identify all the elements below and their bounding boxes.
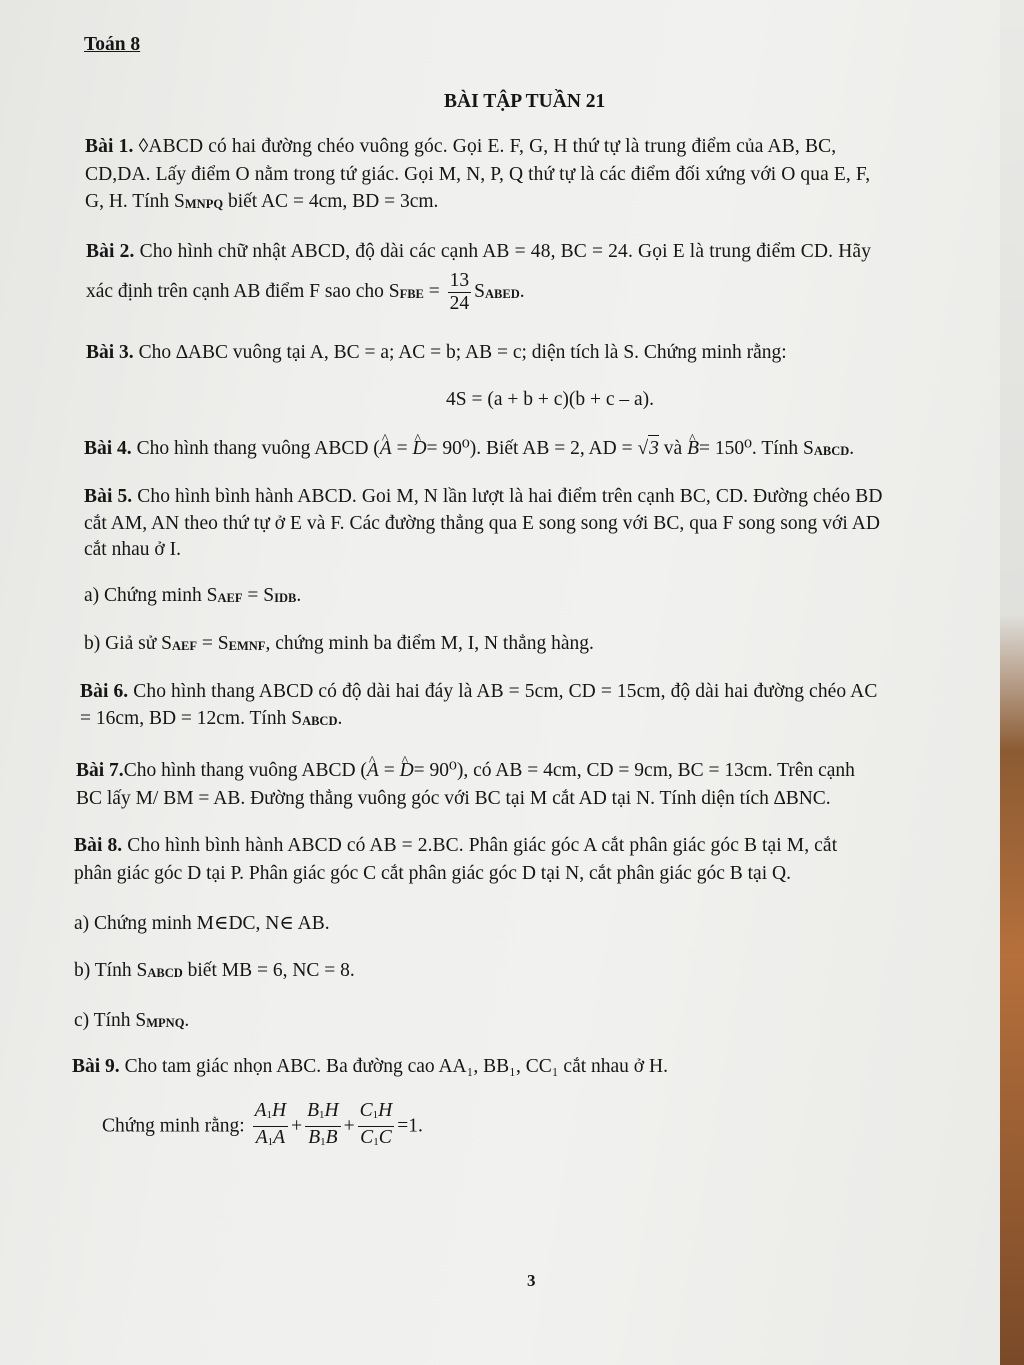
angle-d-hat: ^ D (412, 436, 426, 462)
var: C (378, 1127, 392, 1148)
var: A (273, 1127, 286, 1148)
problem-5-part-b (84, 631, 594, 659)
area-subscript: IDB (274, 591, 297, 605)
problem-2-text: Cho hình chữ nhật ABCD, độ dài các cạnh AB = 48, BC = 24. Gọi E là trung điểm CD. Hãy (139, 241, 872, 262)
problem-5-text: Cho hình bình hành ABCD. Goi M, N lần lượt là hai điểm trên cạnh BC, CD. Đường chéo BD (137, 486, 883, 507)
problem-5-line-1 (84, 484, 883, 510)
var: H (324, 1100, 339, 1121)
fraction-numerator (358, 1100, 395, 1127)
index: 1 (319, 1109, 325, 1121)
problem-1-line-3 (85, 189, 438, 217)
problem-4-text-part: và (658, 438, 688, 459)
problem-8c-text: c) Tính S (74, 1010, 147, 1031)
subject-label: Toán 8 (84, 34, 141, 55)
problem-2-label: Bài 2. (86, 241, 135, 262)
problem-9-text: Cho tam giác nhọn ABC. Ba đường cao AA₁, BB₁, CC₁ cắt nhau ở H. (124, 1056, 668, 1077)
problem-9-label: Bài 9. (72, 1056, 120, 1077)
problem-5a-text: = S (242, 585, 275, 606)
angle-a-hat: ^ A (380, 436, 392, 462)
problem-3-label: Bài 3. (86, 342, 134, 363)
page-title: BÀI TẬP TUẦN 21 (444, 91, 606, 112)
problem-1-line-1 (85, 134, 836, 160)
problem-2-text-part: S (474, 280, 485, 302)
problem-5-label: Bài 5. (84, 486, 133, 507)
angle-d-hat: ^ D (400, 758, 414, 784)
problem-3-formula: 4S = (a + b + c)(b + c – a). (446, 389, 655, 410)
problem-3-line-1 (86, 340, 787, 366)
angle-b-hat: ^ B (687, 436, 699, 462)
problem-5-line-2: cắt AM, AN theo thứ tự ở E và F. Các đường thẳng qua E song song với BC, qua F song song với AD (84, 513, 880, 534)
equals-sign: = (378, 760, 400, 781)
problem-1-label: Bài 1. (85, 136, 134, 157)
problem-6-text: Cho hình thang ABCD có độ dài hai đáy là AB = 5cm, CD = 15cm, độ dài hai đường chéo AC (133, 681, 878, 702)
problem-1-text-part: G, H. Tính S (85, 191, 185, 212)
area-subscript: ABED (485, 286, 520, 301)
problem-5-part-a (84, 583, 301, 611)
problem-7-text-part: Cho hình thang vuông ABCD ( (123, 760, 367, 781)
problem-8-line-1 (74, 833, 837, 859)
var: H (378, 1100, 393, 1121)
var: B (308, 1127, 321, 1148)
problem-5a-text: a) Chứng minh S (84, 585, 218, 606)
area-subscript: ABCD (147, 966, 183, 980)
period: . (337, 708, 343, 729)
plus-sign: + (343, 1115, 355, 1137)
var: H (272, 1100, 287, 1121)
problem-6-text-part: = 16cm, BD = 12cm. Tính S (80, 708, 303, 729)
fraction-numerator: 13 (449, 270, 470, 291)
fraction-denominator (253, 1127, 289, 1153)
problem-8-part-a: a) Chứng minh M∈DC, N∈ AB. (74, 913, 330, 934)
problem-8-part-c (74, 1008, 189, 1036)
problem-8-label: Bài 8. (74, 835, 123, 856)
fraction-a1h-a1a (253, 1100, 289, 1153)
problem-1-line-2: CD,DA. Lấy điểm O nằm trong tứ giác. Gọi M, N, P, Q thứ tự là các điểm đối xứng với O qua E, F, (85, 164, 871, 185)
problem-3-text: Cho ∆ABC vuông tại A, BC = a; AC = b; AB = c; diện tích là S. Chứng minh rằng: (138, 342, 787, 363)
var: C (360, 1127, 374, 1148)
fraction-c1h-c1c (358, 1100, 395, 1153)
equals-sign: = (423, 280, 445, 302)
period: . (849, 438, 855, 459)
problem-7-line-2: BC lấy M/ BM = AB. Đường thẳng vuông góc với BC tại M cắt AD tại N. Tính diện tích ∆BNC. (76, 788, 831, 809)
period: . (184, 1010, 190, 1031)
problem-6-label: Bài 6. (80, 681, 129, 702)
area-subscript: MNPQ (184, 197, 224, 211)
problem-7-text-part: = 90⁰), có AB = 4cm, CD = 9cm, BC = 13cm. Trên cạnh (413, 760, 855, 781)
problem-4-text-part: Cho hình thang vuông ABCD ( (136, 438, 380, 459)
problem-5b-text: , chứng minh ba điểm M, I, N thẳng hàng. (265, 633, 594, 654)
problem-7-label: Bài 7. (76, 760, 124, 781)
problem-8b-text: biết MB = 6, NC = 8. (182, 960, 355, 981)
area-subscript: AEF (217, 591, 243, 605)
var: B (325, 1127, 338, 1148)
sqrt-symbol: √ (637, 438, 649, 459)
problem-1-text: ◊ABCD có hai đường chéo vuông góc. Gọi E. F, G, H thứ tự là trung điểm của AB, BC, (138, 136, 837, 157)
prove-label: Chứng minh rằng: (102, 1115, 245, 1137)
problem-4-text-part: = 150⁰. Tính S (698, 438, 814, 459)
index: 1 (266, 1109, 273, 1121)
area-subscript: EMNF (228, 639, 266, 653)
problem-1-text-part: biết AC = 4cm, BD = 3cm. (223, 191, 439, 212)
problem-4-text-part: = 90⁰). Biết AB = 2, AD = (426, 438, 638, 459)
var: C (359, 1100, 373, 1121)
index: 1 (320, 1136, 326, 1148)
fraction-b1h-b1b (305, 1100, 341, 1153)
area-subscript: ABCD (813, 444, 850, 458)
var: B (307, 1100, 320, 1121)
index: 1 (373, 1136, 379, 1148)
area-subscript: AEF (172, 639, 198, 653)
problem-8-line-2: phân giác góc D tại P. Phân giác góc C cắt phân giác góc D tại N, cắt phân giác góc B tại Q. (74, 863, 791, 884)
problem-2-text-part: xác định trên cạnh AB điểm F sao cho S (86, 280, 400, 302)
problem-8-text: Cho hình bình hành ABCD có AB = 2.BC. Phân giác góc A cắt phân giác góc B tại M, cắt (127, 835, 838, 856)
problem-6-line-1 (80, 679, 877, 705)
problem-8b-text: b) Tính S (74, 960, 148, 981)
problem-2-line-1 (86, 239, 871, 265)
problem-8-part-b (74, 958, 355, 986)
sqrt-value: 3 (648, 435, 659, 462)
problem-9-line-1 (72, 1054, 668, 1080)
equals-one: =1. (397, 1115, 423, 1137)
area-subscript: MPNQ (146, 1016, 185, 1030)
fraction-numerator (253, 1100, 289, 1127)
var: A (254, 1100, 267, 1121)
index: 1 (372, 1109, 379, 1121)
index: 1 (267, 1136, 274, 1148)
equals-sign: = (391, 438, 413, 459)
period: . (296, 585, 302, 606)
fraction-denominator (358, 1127, 395, 1153)
problem-5-line-3: cắt nhau ở I. (84, 539, 181, 560)
problem-2-line-2 (86, 270, 525, 315)
angle-a-hat: ^ A (367, 758, 379, 784)
fraction-numerator (305, 1100, 341, 1127)
fraction-denominator (305, 1127, 341, 1153)
period: . (519, 280, 525, 302)
problem-6-line-2 (80, 706, 342, 734)
area-subscript: FBE (399, 286, 424, 301)
problem-5b-text: = S (197, 633, 229, 654)
problem-5b-text: b) Giả sử S (84, 633, 173, 654)
problem-9-formula (102, 1100, 423, 1153)
problem-4-line-1 (84, 435, 854, 464)
desk-background (1000, 0, 1024, 1365)
problem-7-line-1 (76, 758, 855, 784)
fraction-13-24 (448, 270, 472, 315)
var: A (255, 1127, 268, 1148)
page-number: 3 (527, 1271, 536, 1290)
plus-sign: + (291, 1115, 303, 1137)
fraction-denominator: 24 (449, 293, 470, 314)
problem-4-label: Bài 4. (84, 438, 132, 459)
area-subscript: ABCD (302, 714, 338, 728)
